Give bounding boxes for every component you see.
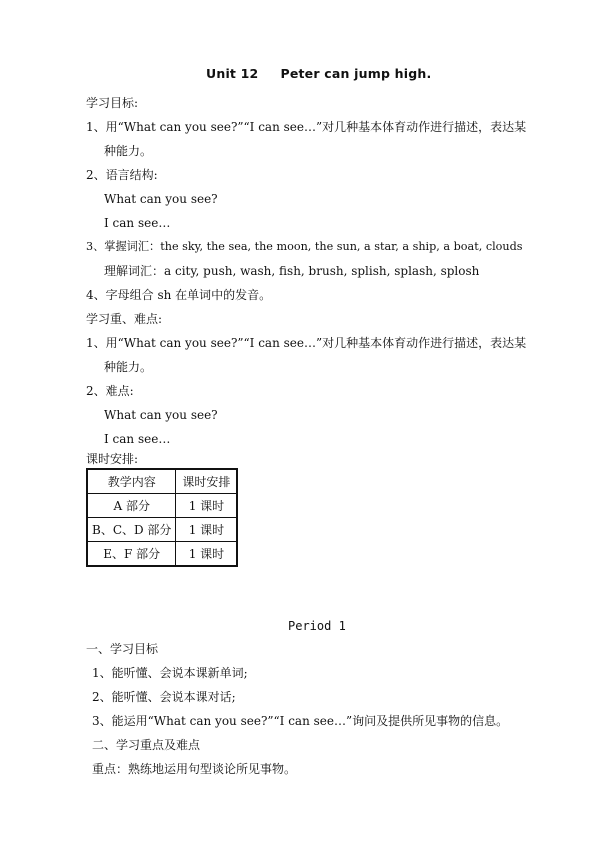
objective-2-sentence-2: I can see…: [104, 216, 171, 230]
column-header: 课时安排: [176, 469, 238, 494]
table-cell: B、C、D 部分: [87, 518, 176, 542]
objective-1-line-2: 种能力。: [104, 144, 153, 158]
column-header: 教学内容: [87, 469, 176, 494]
objectives-heading: 学习目标:: [86, 96, 139, 110]
table-cell: 1 课时: [176, 518, 238, 542]
schedule-table: [86, 468, 238, 567]
key-point-2-sentence-2: I can see…: [104, 432, 171, 446]
key-points-heading: 学习重、难点:: [86, 312, 163, 326]
objective-2-sentence-1: What can you see?: [104, 192, 218, 206]
period-goal-3: 3、能运用“What can you see?”“I can see…”询问及提供所见事物的信息。: [92, 714, 509, 728]
key-point-1-line-1: 1、用“What can you see?”“I can see…”对几种基本体育动作进行描述，表达某: [86, 336, 527, 350]
table-row: [87, 494, 237, 518]
period-focus: 重点：熟练地运用句型谈论所见事物。: [92, 762, 297, 776]
period-goal-2: 2、能听懂、会说本课对话;: [92, 690, 236, 704]
key-point-2-sentence-1: What can you see?: [104, 408, 218, 422]
key-point-1-line-2: 种能力。: [104, 360, 153, 374]
table-cell: 1 课时: [176, 542, 238, 567]
period-section-1: 一、学习目标: [86, 642, 159, 656]
period-title: Period 1: [288, 619, 346, 633]
period-section-2: 二、学习重点及难点: [92, 738, 201, 752]
schedule-heading: 课时安排:: [86, 452, 139, 466]
table-cell: A 部分: [87, 494, 176, 518]
table-cell: E、F 部分: [87, 542, 176, 567]
period-goal-1: 1、能听懂、会说本课新单词;: [92, 666, 248, 680]
objective-3-line-1: 3、掌握词汇：the sky, the sea, the moon, the sun, a star, a ship, a boat, clouds: [86, 240, 523, 253]
objective-1-line-1: 1、用“What can you see?”“I can see…”对几种基本体育动作进行描述，表达某: [86, 120, 527, 134]
table-header-row: [87, 469, 237, 494]
objective-4: 4、字母组合 sh 在单词中的发音。: [86, 288, 272, 302]
table-cell: 1 课时: [176, 494, 238, 518]
objective-2-heading: 2、语言结构:: [86, 168, 158, 182]
table-row: [87, 542, 237, 567]
unit-title: Peter can jump high.: [280, 66, 432, 81]
objective-3-line-2: 理解词汇：a city, push, wash, fish, brush, splish, splash, splosh: [104, 264, 480, 278]
key-point-2-heading: 2、难点:: [86, 384, 134, 398]
page-title: [206, 66, 431, 82]
unit-label: Unit 12: [206, 66, 259, 81]
table-row: [87, 518, 237, 542]
